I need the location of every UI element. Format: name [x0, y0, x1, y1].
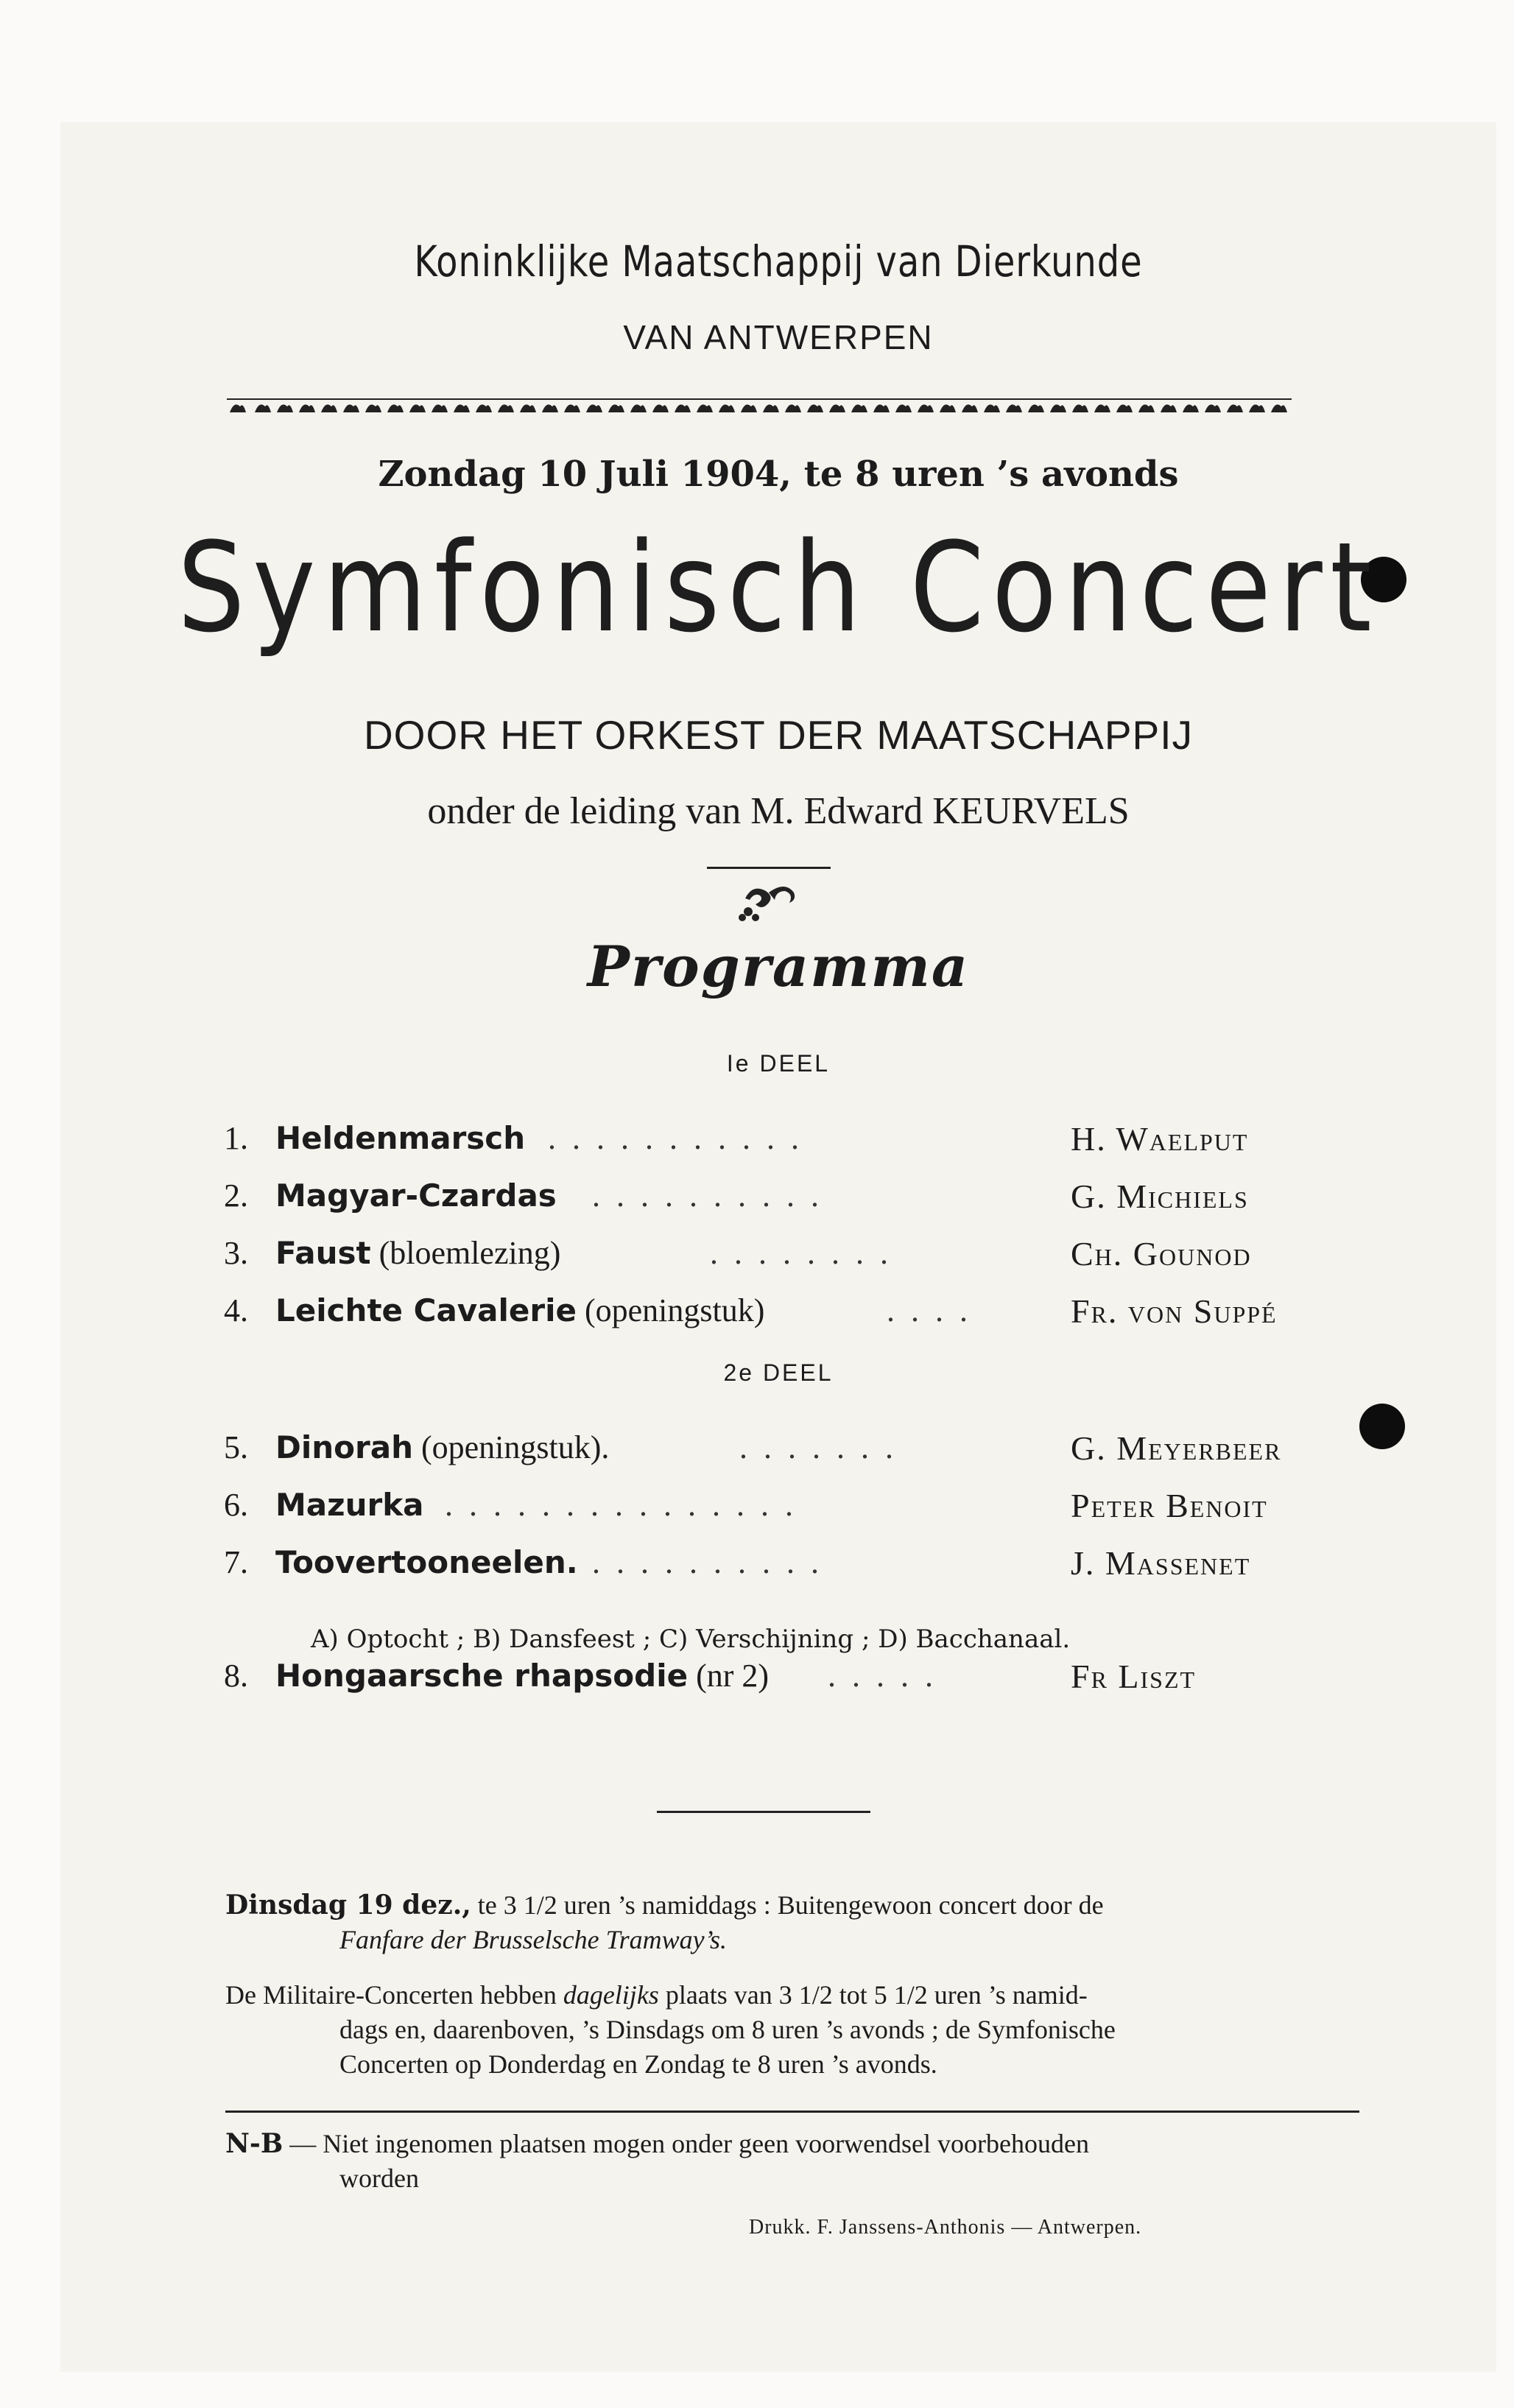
printer-credit: Drukk. F. Janssens-Anthonis — Antwerpen. — [749, 2216, 1142, 2239]
leader-dots: .... — [887, 1292, 984, 1328]
programme-item — [224, 1543, 1358, 1595]
note-line-2: dags en, daarenboven, ’s Dinsdags om 8 uren ’s avonds ; de Symfonische — [339, 2015, 1116, 2044]
leader-dots: .......... — [592, 1177, 835, 1214]
programme-item — [224, 1292, 1358, 1343]
item-composer: Fr Liszt — [1071, 1658, 1197, 1695]
programme-item — [224, 1234, 1358, 1286]
item-composer: Ch. Gounod — [1071, 1235, 1252, 1272]
item-composer: H. Waelput — [1071, 1120, 1249, 1158]
military-concerts-note — [225, 1978, 1359, 2082]
item-composer: G. Michiels — [1071, 1177, 1249, 1215]
society-city: VAN ANTWERPEN — [623, 318, 934, 356]
note-band: Fanfare der Brusselsche Tramway’s. — [339, 1925, 727, 1954]
nb-label: N-B — [225, 2128, 284, 2159]
divider-rule — [225, 2110, 1359, 2113]
item-composer: Fr. von Suppé — [1071, 1292, 1278, 1330]
programme-item — [224, 1429, 1358, 1480]
item-number: 5. — [224, 1429, 248, 1465]
society-name: Koninklijke Maatschappij van Dierkunde — [414, 236, 1143, 286]
note-date: Dinsdag 19 dez., — [225, 1890, 471, 1921]
item-seven-parts: A) Optocht ; B) Dansfeest ; C) Verschijning ; D) Bacchanaal. — [311, 1624, 1071, 1654]
nb-text: — Niet ingenomen plaatsen mogen onder geen voorwendsel voorbehouden — [283, 2129, 1089, 2158]
conductor-line: onder de leiding van M. Edward KEURVELS — [427, 790, 1130, 832]
item-title: Faust — [275, 1235, 371, 1271]
item-number: 4. — [224, 1292, 248, 1328]
item-composer: J. Massenet — [1071, 1544, 1251, 1582]
programme-item — [224, 1177, 1358, 1228]
item-title: Heldenmarsch — [275, 1120, 526, 1156]
leader-dots: ....... — [739, 1429, 909, 1465]
item-extra: (openingstuk) — [577, 1292, 765, 1328]
item-number: 2. — [224, 1177, 248, 1214]
note-line-3: Concerten op Donderdag en Zondag te 8 uren ’s avonds. — [339, 2049, 937, 2079]
punch-hole-bottom — [1359, 1404, 1405, 1449]
leader-dots: ........... — [548, 1120, 815, 1156]
programme-heading: Programma — [587, 934, 970, 999]
item-number: 7. — [224, 1544, 248, 1580]
item-title: Dinorah — [275, 1429, 413, 1465]
item-number: 1. — [224, 1120, 248, 1156]
item-number: 6. — [224, 1487, 248, 1523]
note-rest: plaats van 3 1/2 tot 5 1/2 uren ’s namid- — [658, 1980, 1088, 2010]
ornamental-rule — [227, 398, 1292, 415]
item-composer: Peter Benoit — [1071, 1487, 1268, 1524]
leader-dots: ............... — [445, 1487, 809, 1523]
note-text: te 3 1/2 uren ’s namiddags : Buitengewoon concert door de — [471, 1890, 1104, 1920]
note-italic: dagelijks — [563, 1980, 659, 2010]
item-extra: (openingstuk). — [412, 1429, 610, 1465]
concert-title: Symfonisch Concert — [177, 515, 1380, 660]
leader-dots: .......... — [592, 1544, 835, 1580]
part-two-label: 2e DEEL — [723, 1359, 834, 1386]
note-lead: De Militaire-Concerten hebben — [225, 1980, 563, 2010]
item-title: Hongaarsche rhapsodie — [275, 1658, 689, 1694]
nb-line-2: worden — [339, 2164, 419, 2193]
item-number: 8. — [224, 1658, 248, 1694]
orchestra-line: DOOR HET ORKEST DER MAATSCHAPPIJ — [363, 712, 1194, 758]
item-extra: (nr 2) — [688, 1658, 770, 1694]
item-title: Toovertooneelen. — [275, 1544, 578, 1580]
leader-dots: ..... — [828, 1658, 949, 1694]
fleuron-ornament-icon — [723, 878, 811, 925]
divider-rule — [707, 867, 831, 869]
part-one-label: Ie DEEL — [726, 1050, 831, 1077]
programme-sheet — [60, 122, 1496, 2372]
divider-rule — [657, 1811, 870, 1813]
concert-date-line: Zondag 10 Juli 1904, te 8 uren ’s avonds — [378, 454, 1179, 495]
item-extra: (bloemlezing) — [370, 1235, 561, 1271]
item-title: Mazurka — [275, 1487, 424, 1523]
programme-item — [224, 1119, 1358, 1171]
leader-dots: ........ — [710, 1235, 904, 1271]
programme-item — [224, 1486, 1358, 1538]
item-title: Magyar-Czardas — [275, 1177, 557, 1214]
item-number: 3. — [224, 1235, 248, 1271]
programme-item — [224, 1657, 1358, 1708]
nb-note — [225, 2127, 1359, 2196]
extra-concert-note — [225, 1888, 1359, 1957]
item-composer: G. Meyerbeer — [1071, 1429, 1282, 1467]
item-title: Leichte Cavalerie — [275, 1292, 577, 1328]
